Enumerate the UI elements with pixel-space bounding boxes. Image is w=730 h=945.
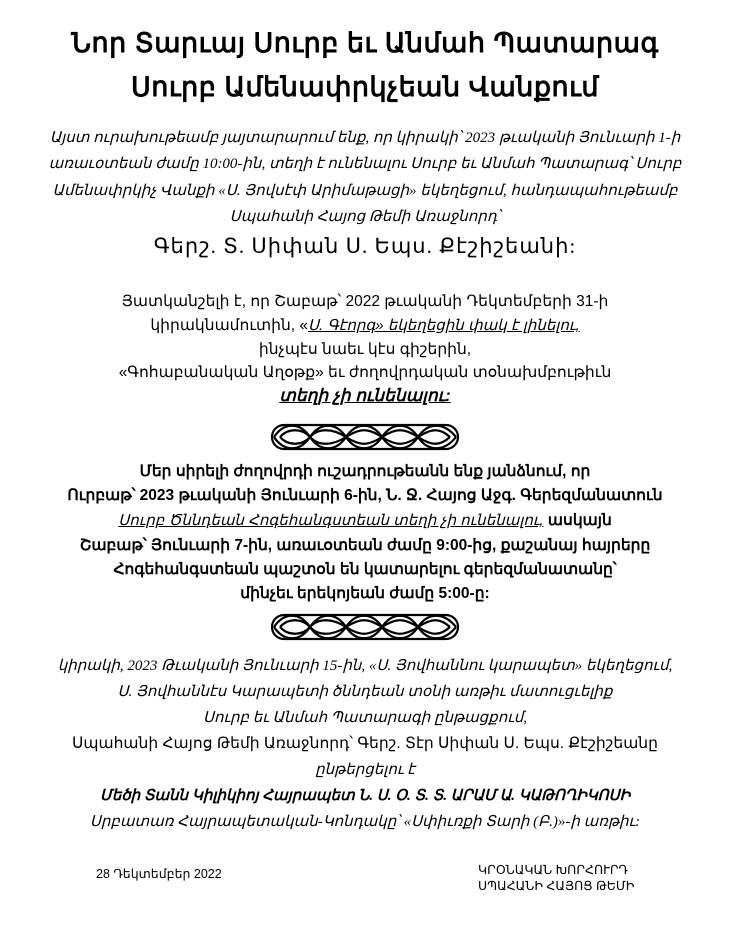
title-line-1: Նոր Տարւայ Սուրբ եւ Անմահ Պատարագ	[71, 28, 659, 58]
s3-line-3-b: ասկայն	[543, 512, 612, 529]
s4-line-1: կիրակի, 2023 Թւականի Յունւարի 15-ին, «Ս. Յովհաննու կարապետ» եկեղեցում,	[57, 658, 673, 674]
footer-council-line-1: ԿՐՕՆԱԿԱՆ ԽՈՐՀՈՒՐԴ	[478, 863, 628, 877]
s2-line-1: Յատկանշելի է, որ Շաբաթ՝ 2022 թւականի Դեկտեմբերի 31-ի	[121, 293, 609, 310]
s4-line-5: ընթերցելու է	[315, 762, 415, 778]
footer-council-line-2: ՍՊԱՀԱՆԻ ՀԱՅՈՑ ԹԵՄԻ	[478, 879, 635, 893]
s4-line-2: Ս. Յովհաննէս Կարապետի ծննդեան տօնի առթիւ մատուցւելիք	[117, 684, 613, 700]
footer-date: 28 Դեկտեմբեր 2022	[96, 867, 222, 881]
s2-line-2-a: կիրակնամուտին, «	[150, 317, 309, 334]
s1-line-2: առաւօտեան ժամը 10:00-ին, տեղի է ունենալու Սուրբ եւ Անմահ Պատարագ՝ Սուրբ	[48, 156, 682, 172]
s4-line-6: Մեծի Տանն Կիլիկիոյ Հայրապետ Ն. Ս. Օ. Տ. Տ. ԱՐԱՄ Ա. ԿԱԹՈՂԻԿՈՍԻ	[99, 788, 631, 804]
s1-line-4: Սպահանի Հայոց Թեմի Առաջնորդ՝	[229, 209, 501, 225]
s2-line-2	[0, 316, 730, 335]
s1-line-1: Այստ ուրախութեամբ յայտարարում ենք, որ կիրակի՝ 2023 թւականի Յունւարի 1-ի	[49, 130, 681, 146]
bishop-name: Գերշ. Տ. Սիփան Ս. Եպս. Քէշիշեանի:	[153, 234, 577, 258]
s2-line-5: տեղի չի ունենալու:	[279, 386, 451, 405]
s3-line-3-a: Սուրբ Ծննդեան Հոգեհանգստեան տեղի չի ունենալու,	[118, 512, 544, 529]
s3-line-3	[0, 511, 730, 530]
s4-line-7: Սրբատառ Հայրապետական-Կոնդակը՝ «Սփիւռքի Տարի (Բ.)»-ի առթիւ:	[89, 814, 641, 830]
s1-line-3: Ամենափրկիչ Վանքի «Ս. Յովսէփ Արիմաթացի» եկեղեցում, հանդապահութեամբ	[52, 183, 678, 199]
s3-line-5: Հոգեհանգստեան պաշտօն են կատարելու գերեզմանատանը՝	[113, 561, 617, 578]
title-line-2: Սուրբ Ամենափրկչեան Վանքում	[130, 72, 599, 102]
s3-line-1: Մեր սիրելի ժողովրդի ուշադրութեանն ենք յանձնում, որ	[139, 463, 591, 480]
s3-line-4: Շաբաթ՝ Յունւարի 7-ին, առաւօտեան ժամը 9:00-ից, քաշանայ հայրերը	[79, 537, 651, 554]
s2-line-3: ինչպէս նաեւ կէս գիշերին,	[258, 341, 472, 358]
knot-ornament-divider	[270, 420, 460, 454]
s3-line-6: մինչեւ երեկոյեան ժամը 5:00-ը:	[240, 585, 490, 602]
s3-line-2: Ուրբաթ՝ 2023 թւականի Յունւարի 6-ին, Ն. Ջ. Հայոց Աջգ. Գերեզմանատուն	[67, 487, 663, 504]
s2-line-4: «Գոհաբանական Աղօթք» եւ ժողովրդական տօնախմբութիւն	[118, 364, 612, 381]
s4-line-4: Սպահանի Հայոց Թեմի Առաջնորդ՝ Գերշ. Տէր Սիփան Ս. Եպս. Քէշիշեանը	[72, 735, 658, 752]
s2-line-2-b: Ս. Գէորգ» եկեղեցին փակ է լինելու,	[308, 317, 580, 334]
knot-ornament-divider-2	[270, 610, 460, 644]
s4-line-3: Սուրբ եւ Անմահ Պատարագի ընթացքում,	[202, 710, 528, 726]
